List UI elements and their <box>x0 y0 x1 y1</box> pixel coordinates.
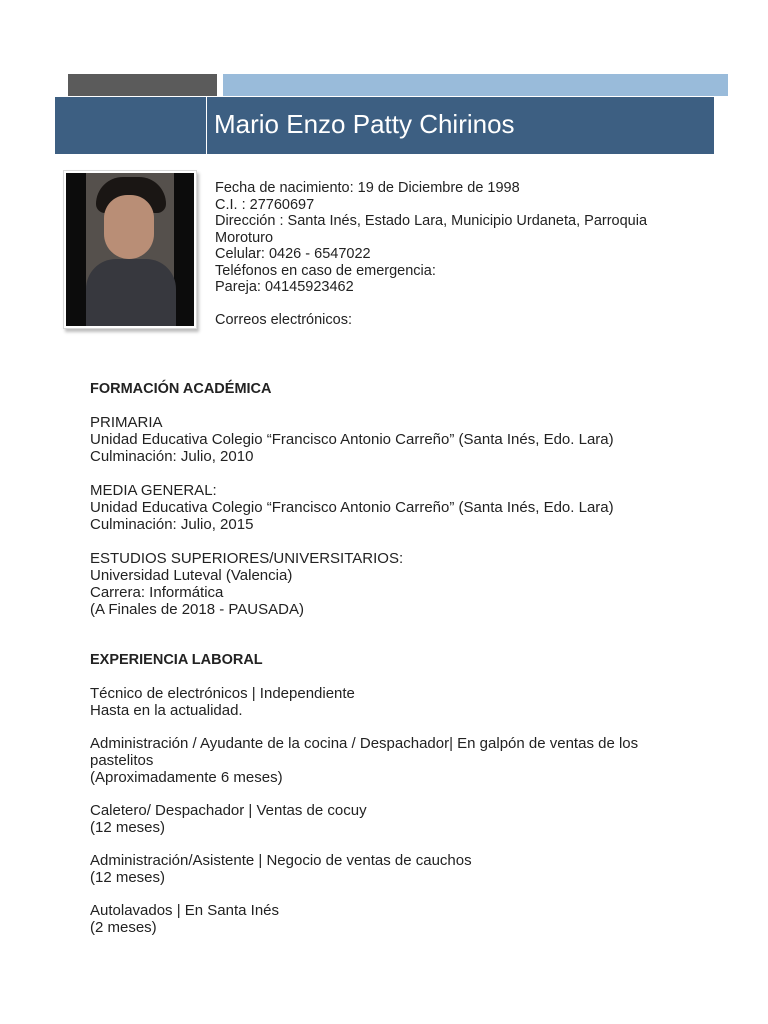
education-date: Culminación: Julio, 2015 <box>90 516 254 533</box>
education-school: Universidad Luteval (Valencia) <box>90 567 293 584</box>
job-title: Autolavados | En Santa Inés <box>90 902 280 919</box>
contact-info <box>215 180 685 328</box>
resume-body <box>90 381 690 936</box>
emails-label: Correos electrónicos: <box>215 311 352 328</box>
education-heading: MEDIA GENERAL: <box>90 482 217 499</box>
name-header <box>55 97 714 154</box>
partner-phone: Pareja: 04145923462 <box>215 279 354 295</box>
address-line-2: Moroturo <box>215 229 274 246</box>
birth-date: Fecha de nacimiento: 19 de Diciembre de 1998 <box>215 180 520 196</box>
address-line-1: Dirección : Santa Inés, Estado Lara, Municipio Urdaneta, Parroquia <box>215 213 648 229</box>
job-title: Administración/Asistente | Negocio de ventas de cauchos <box>90 852 472 869</box>
education-school: Unidad Educativa Colegio “Francisco Antonio Carreño” (Santa Inés, Edo. Lara) <box>90 499 614 516</box>
education-career: Carrera: Informática <box>90 584 224 601</box>
id-number: C.I. : 27760697 <box>215 196 315 213</box>
experience-title: EXPERIENCIA LABORAL <box>90 652 263 668</box>
education-heading: PRIMARIA <box>90 414 163 431</box>
job-title: Administración / Ayudante de la cocina / Despachador| En galpón de ventas de los <box>90 735 639 752</box>
decorative-bar-dark <box>68 74 217 96</box>
job-title-continued: pastelitos <box>90 752 154 769</box>
education-school: Unidad Educativa Colegio “Francisco Antonio Carreño” (Santa Inés, Edo. Lara) <box>90 431 614 448</box>
job-duration: (2 meses) <box>90 919 157 936</box>
education-date: Culminación: Julio, 2010 <box>90 448 254 465</box>
decorative-bar-light <box>223 74 728 96</box>
emergency-phones: Teléfonos en caso de emergencia: <box>215 262 436 279</box>
cell-phone: Celular: 0426 - 6547022 <box>215 246 371 262</box>
job-duration: (Aproximadamente 6 meses) <box>90 769 283 786</box>
photo-image <box>66 173 194 326</box>
page-title: Mario Enzo Patty Chirinos <box>214 109 515 139</box>
job-title: Caletero/ Despachador | Ventas de cocuy <box>90 802 367 819</box>
job-duration: (12 meses) <box>90 869 166 886</box>
education-title: FORMACIÓN ACADÉMICA <box>90 381 272 397</box>
job-title: Técnico de electrónicos | Independiente <box>90 685 355 702</box>
job-duration: Hasta en la actualidad. <box>90 702 243 719</box>
education-status: (A Finales de 2018 - PAUSADA) <box>90 601 304 618</box>
profile-photo <box>63 170 197 329</box>
header-divider <box>206 97 207 154</box>
job-duration: (12 meses) <box>90 819 166 836</box>
education-heading: ESTUDIOS SUPERIORES/UNIVERSITARIOS: <box>90 550 404 567</box>
